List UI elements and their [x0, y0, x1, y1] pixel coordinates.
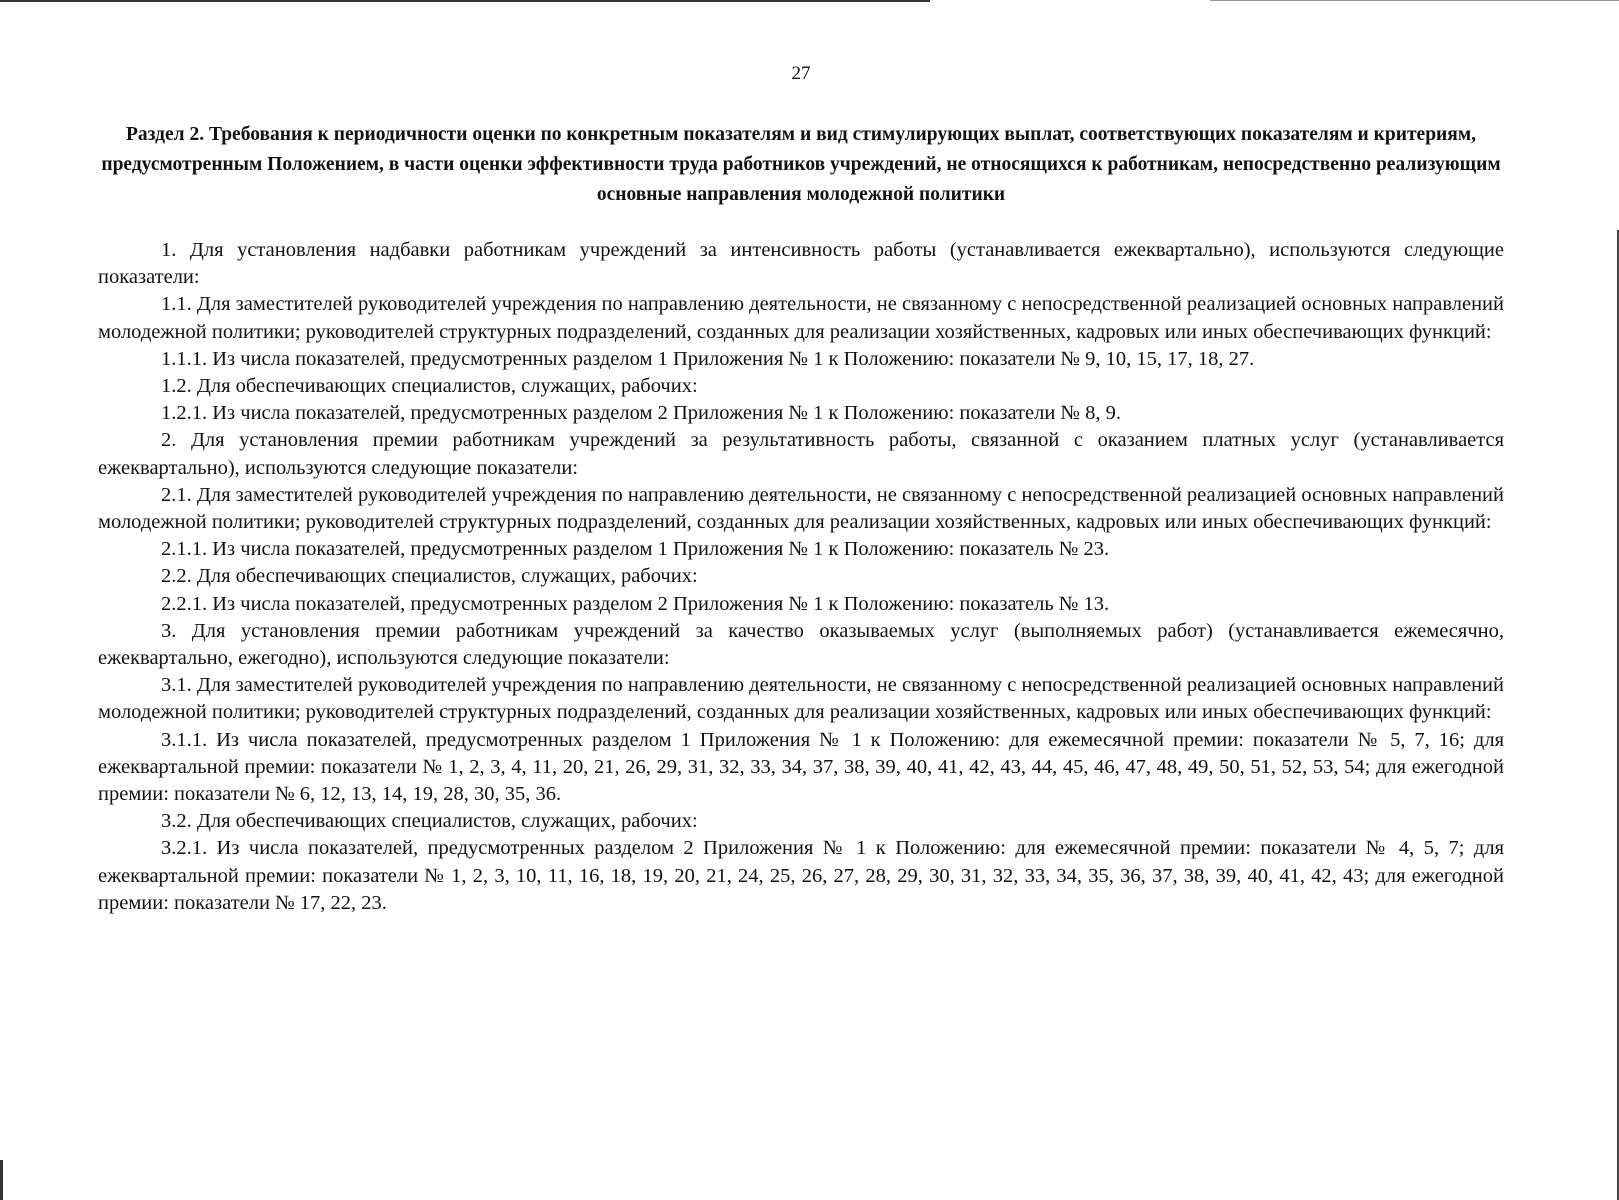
- paragraph-1-2: 1.2. Для обеспечивающих специалистов, служащих, рабочих:: [161, 375, 698, 398]
- paragraph-3-2: 3.2. Для обеспечивающих специалистов, служащих, рабочих:: [161, 810, 698, 833]
- paragraph-2-1-1: 2.1.1. Из числа показателей, предусмотренных разделом 1 Приложения № 1 к Положению: показатель № 23.: [161, 538, 1110, 561]
- document-page: [98, 62, 1504, 917]
- section-title: Раздел 2. Требования к периодичности оценки по конкретным показателям и вид стимулирующих выплат, соответствующих показателям и критериям, предусмотренным Положением, в части оценки эффективности труда работников учреждений, не относящихся к работникам, непосредственно реализующим основные направления молодежной политики: [101, 124, 1501, 205]
- paragraph-3-1-1: 3.1.1. Из числа показателей, предусмотренных разделом 1 Приложения № 1 к Положению: для ежемесячной премии: показатели № 5, 7, 16; для ежеквартальной премии: показатели № 1, 2, 3, 4, 11, 20, 21, 26, 29, 31, 32, 33, 34, 37, 38, 39, 40, 41, 42, 43, 44, 45, 46, 47, 48, 49, 50, 51, 52, 53, 54; для ежегодной премии: показатели № 6, 12, 13, 14, 19, 28, 30, 35, 36.: [98, 728, 1504, 806]
- scan-edge-top: [0, 0, 930, 2]
- paragraph-2-2-1: 2.2.1. Из числа показателей, предусмотренных разделом 2 Приложения № 1 к Положению: показатель № 13.: [161, 592, 1110, 615]
- page-number: 27: [791, 63, 811, 84]
- paragraph-3-2-1: 3.2.1. Из числа показателей, предусмотренных разделом 2 Приложения № 1 к Положению: для ежемесячной премии: показатели № 4, 5, 7; для ежеквартальной премии: показатели № 1, 2, 3, 10, 11, 16, 18, 19, 20, 21, 24, 25, 26, 27, 28, 29, 30, 31, 32, 33, 34, 35, 36, 37, 38, 39, 40, 41, 42, 43; для ежегодной премии: показатели № 17, 22, 23.: [98, 837, 1504, 914]
- paragraph-1-1-1: 1.1.1. Из числа показателей, предусмотренных разделом 1 Приложения № 1 к Положению: показатели № 9, 10, 15, 17, 18, 27.: [161, 347, 1255, 370]
- paragraph-1-2-1: 1.2.1. Из числа показателей, предусмотренных разделом 2 Приложения № 1 к Положению: показатели № 8, 9.: [161, 402, 1121, 425]
- document-body: [98, 237, 1504, 917]
- scan-edge-top-right: [1210, 0, 1619, 1]
- paragraph-2-1: 2.1. Для заместителей руководителей учреждения по направлению деятельности, не связанному с непосредственной реализацией основных направлений молодежной политики; руководителей структурных подразделений, созданных для реализации хозяйственных, кадровых или иных обеспечивающих функций:: [98, 483, 1504, 534]
- scan-edge-left-bottom: [0, 1160, 3, 1200]
- paragraph-3: 3. Для установления премии работникам учреждений за качество оказываемых услуг (выполняемых работ) (устанавливается ежемесячно, ежеквартально, ежегодно), используются следующие показатели:: [98, 619, 1504, 670]
- paragraph-3-1: 3.1. Для заместителей руководителей учреждения по направлению деятельности, не связанному с непосредственной реализацией основных направлений молодежной политики; руководителей структурных подразделений, созданных для реализации хозяйственных, кадровых или иных обеспечивающих функций:: [98, 674, 1504, 724]
- paragraph-2: 2. Для установления премии работникам учреждений за результативность работы, связанной с оказанием платных услуг (устанавливается ежеквартально), используются следующие показатели:: [98, 429, 1504, 479]
- paragraph-1-1: 1.1. Для заместителей руководителей учреждения по направлению деятельности, не связанному с непосредственной реализацией основных направлений молодежной политики; руководителей структурных подразделений, созданных для реализации хозяйственных, кадровых или иных обеспечивающих функций:: [98, 293, 1504, 343]
- paragraph-1: 1. Для установления надбавки работникам учреждений за интенсивность работы (устанавливается ежеквартально), используются следующие показатели:: [98, 239, 1504, 289]
- paragraph-2-2: 2.2. Для обеспечивающих специалистов, служащих, рабочих:: [161, 565, 698, 588]
